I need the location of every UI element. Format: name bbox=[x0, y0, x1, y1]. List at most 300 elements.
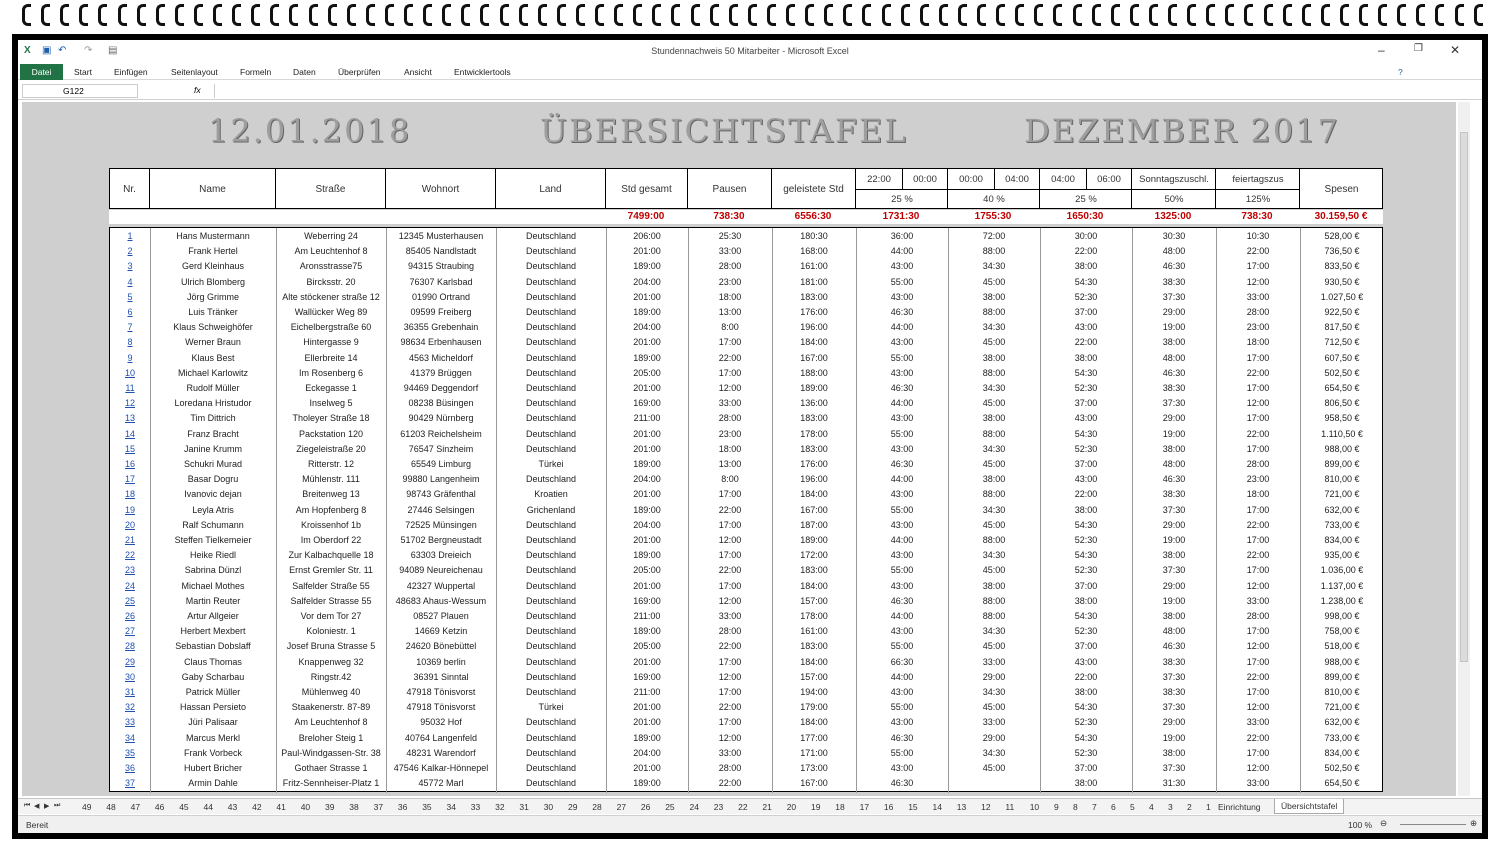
row-zone3: 37:00 bbox=[1074, 307, 1098, 317]
row-zone3: 22:00 bbox=[1074, 489, 1098, 500]
row-wohnort: 98743 Gräfenthal bbox=[406, 489, 476, 500]
row-spesen: 817,50 € bbox=[1324, 322, 1360, 333]
row-nr[interactable]: 26 bbox=[124, 611, 135, 621]
row-feiertag: 12:00 bbox=[1246, 763, 1270, 773]
row-nr[interactable]: 10 bbox=[124, 367, 135, 378]
row-zone3: 54:30 bbox=[1074, 550, 1098, 561]
row-nr[interactable]: 21 bbox=[124, 535, 135, 545]
spiral-ring bbox=[767, 4, 776, 26]
row-nr[interactable]: 15 bbox=[124, 443, 135, 454]
sheet-nav-icon[interactable]: ⏭ bbox=[54, 802, 61, 809]
row-nr[interactable]: 29 bbox=[124, 656, 135, 667]
vertical-scrollbar[interactable] bbox=[1458, 102, 1470, 796]
spiral-ring bbox=[1435, 4, 1444, 26]
sheet-nav-icon[interactable]: ▶ bbox=[44, 803, 50, 810]
zoom-slider[interactable] bbox=[1400, 824, 1466, 825]
row-strasse: Eichelbergstraße 60 bbox=[290, 322, 372, 333]
row-spesen: 518,00 € bbox=[1324, 641, 1360, 652]
row-land: Deutschland bbox=[525, 580, 577, 591]
tab-ueberpruefen[interactable]: Überprüfen bbox=[338, 67, 381, 77]
row-zone2: 45:00 bbox=[982, 702, 1006, 713]
header-z1-pct: 25 % bbox=[891, 194, 913, 205]
row-strasse: Vor dem Tor 27 bbox=[300, 611, 362, 621]
row-std-gesamt: 206:00 bbox=[633, 231, 661, 241]
row-nr[interactable]: 35 bbox=[124, 747, 135, 758]
spiral-ring bbox=[939, 4, 948, 26]
spiral-ring bbox=[633, 4, 642, 26]
row-zone2: 34:30 bbox=[982, 747, 1006, 758]
zoom-out-icon[interactable]: ⊖ bbox=[1380, 818, 1388, 828]
total-pausen: 738:30 bbox=[713, 211, 745, 222]
table-row bbox=[110, 655, 1382, 670]
sheet-tab[interactable]: 3 bbox=[1168, 802, 1173, 812]
spiral-ring bbox=[41, 4, 50, 26]
row-feiertag: 22:00 bbox=[1246, 519, 1270, 530]
sheet-tab[interactable]: 23 bbox=[713, 802, 724, 812]
row-pausen: 25:30 bbox=[718, 231, 742, 241]
sheet-tab[interactable]: 10 bbox=[1029, 802, 1040, 812]
row-std-gesamt: 201:00 bbox=[633, 246, 661, 257]
row-zone3: 30:00 bbox=[1074, 231, 1098, 241]
table-row bbox=[110, 715, 1382, 730]
row-spesen: 1.238,00 € bbox=[1320, 595, 1364, 606]
row-land: Deutschland bbox=[525, 261, 577, 272]
row-feiertag: 22:00 bbox=[1246, 671, 1270, 682]
row-strasse: Salfelder Strasse 55 bbox=[290, 595, 372, 606]
spiral-ring bbox=[691, 4, 700, 26]
row-sonntag: 19:00 bbox=[1162, 428, 1186, 439]
sheet-tab[interactable]: 38 bbox=[349, 802, 359, 812]
row-strasse: Breloher Steig 1 bbox=[298, 732, 364, 743]
row-wohnort: 47546 Kalkar-Hönnepel bbox=[393, 763, 489, 773]
row-nr[interactable]: 30 bbox=[124, 671, 135, 682]
row-zone1: 43:00 bbox=[890, 717, 914, 728]
row-pausen: 28:00 bbox=[718, 413, 742, 424]
row-nr[interactable]: 9 bbox=[127, 352, 133, 363]
sheet-tab[interactable]: 28 bbox=[592, 802, 602, 812]
row-spesen: 1.036,00 € bbox=[1320, 565, 1364, 576]
row-geleistet: 194:00 bbox=[800, 687, 828, 697]
row-pausen: 13:00 bbox=[718, 459, 742, 469]
row-feiertag: 17:00 bbox=[1246, 261, 1270, 272]
row-nr[interactable]: 22 bbox=[124, 550, 135, 561]
row-strasse: Wallücker Weg 89 bbox=[294, 307, 368, 317]
row-zone1: 36:00 bbox=[890, 231, 914, 241]
sheet-tab[interactable]: 47 bbox=[130, 802, 141, 812]
row-sonntag: 48:00 bbox=[1162, 459, 1186, 469]
tab-start[interactable]: Start bbox=[74, 67, 92, 77]
header-std-gesamt: Std gesamt bbox=[606, 169, 688, 209]
sheet-tab[interactable]: 25 bbox=[665, 802, 675, 812]
row-strasse: Paul-Windgassen-Str. 38 bbox=[281, 747, 381, 758]
row-nr[interactable]: 7 bbox=[127, 322, 133, 333]
row-spesen: 758,00 € bbox=[1324, 626, 1360, 637]
row-zone1: 44:00 bbox=[890, 322, 914, 333]
spiral-ring bbox=[1225, 4, 1234, 26]
sheet-tab[interactable]: 46 bbox=[154, 802, 165, 812]
row-strasse: Tholeyer Straße 18 bbox=[292, 413, 370, 424]
total-std-gesamt: 7499:00 bbox=[627, 211, 665, 222]
header-sonntag-pct: 50% bbox=[1164, 194, 1184, 205]
row-land: Deutschland bbox=[525, 535, 577, 545]
row-land: Deutschland bbox=[525, 367, 577, 378]
row-geleistet: 183:00 bbox=[800, 641, 828, 652]
sheet-tab[interactable]: 26 bbox=[640, 802, 651, 812]
zoom-level[interactable]: 100 % bbox=[1348, 820, 1373, 830]
row-spesen: 1.137,00 € bbox=[1320, 580, 1364, 591]
row-zone1: 55:00 bbox=[890, 428, 914, 439]
status-ready: Bereit bbox=[26, 820, 49, 830]
row-nr[interactable]: 11 bbox=[125, 383, 135, 393]
row-geleistet: 196:00 bbox=[800, 474, 828, 485]
row-zone1: 46:30 bbox=[890, 732, 914, 743]
spiral-ring bbox=[786, 4, 795, 26]
tab-entwicklertools[interactable]: Entwicklertools bbox=[454, 67, 511, 77]
sheet-tab[interactable]: 27 bbox=[616, 802, 627, 812]
row-feiertag: 18:00 bbox=[1246, 337, 1270, 348]
spiral-ring bbox=[824, 4, 833, 26]
row-name: Hans Mustermann bbox=[176, 231, 250, 241]
minimize-icon[interactable]: – bbox=[1378, 43, 1385, 57]
spiral-ring bbox=[1302, 4, 1311, 26]
row-zone1: 43:00 bbox=[890, 519, 914, 530]
row-geleistet: 184:00 bbox=[800, 656, 828, 667]
row-name: Artur Allgeier bbox=[187, 611, 239, 621]
spiral-ring bbox=[347, 4, 356, 26]
tab-daten[interactable]: Daten bbox=[293, 67, 316, 77]
sheet-tab[interactable]: 8 bbox=[1073, 802, 1078, 812]
row-nr[interactable]: 36 bbox=[124, 763, 135, 773]
row-spesen: 958,50 € bbox=[1324, 413, 1360, 424]
sheet-tab[interactable]: 32 bbox=[495, 802, 505, 812]
sheet-tab[interactable]: 36 bbox=[397, 802, 408, 812]
table-row bbox=[110, 518, 1382, 533]
sheet-tab[interactable]: 37 bbox=[373, 802, 384, 812]
row-wohnort: 36355 Grebenhain bbox=[403, 322, 479, 333]
row-sonntag: 38:30 bbox=[1162, 383, 1186, 393]
print-preview-icon[interactable]: ▤ bbox=[108, 45, 118, 56]
row-nr[interactable]: 25 bbox=[124, 595, 135, 606]
sheet-tab[interactable]: 6 bbox=[1111, 802, 1116, 812]
sheet-tab[interactable]: 22 bbox=[738, 802, 748, 812]
tab-datei[interactable]: Datei bbox=[20, 64, 63, 80]
table-row bbox=[110, 366, 1382, 381]
row-spesen: 712,50 € bbox=[1324, 337, 1360, 348]
row-zone3: 38:00 bbox=[1074, 504, 1098, 515]
row-nr[interactable]: 37 bbox=[124, 778, 135, 789]
row-zone1: 43:00 bbox=[890, 489, 914, 500]
row-feiertag: 17:00 bbox=[1246, 687, 1270, 697]
row-spesen: 998,00 € bbox=[1324, 611, 1360, 621]
spiral-ring bbox=[1455, 4, 1464, 26]
sheet-tab[interactable]: 9 bbox=[1054, 802, 1059, 812]
table-row bbox=[110, 503, 1382, 518]
row-nr[interactable]: 4 bbox=[127, 276, 133, 287]
row-std-gesamt: 201:00 bbox=[633, 443, 661, 454]
sheet-tab[interactable]: 44 bbox=[203, 802, 213, 812]
row-sonntag: 46:30 bbox=[1162, 641, 1186, 652]
row-strasse: Josef Bruna Strasse 5 bbox=[286, 641, 376, 652]
row-feiertag: 17:00 bbox=[1246, 656, 1270, 667]
row-nr[interactable]: 31 bbox=[124, 687, 135, 697]
row-strasse: Aronsstrasse75 bbox=[299, 261, 363, 272]
row-std-gesamt: 211:00 bbox=[633, 413, 661, 424]
sheet-tab[interactable]: 34 bbox=[446, 802, 456, 812]
row-nr[interactable]: 13 bbox=[124, 413, 135, 424]
row-nr[interactable]: 19 bbox=[124, 504, 135, 515]
row-sonntag: 37:30 bbox=[1162, 565, 1186, 576]
row-feiertag: 22:00 bbox=[1246, 246, 1270, 257]
row-zone2: 88:00 bbox=[982, 535, 1006, 545]
row-land: Grichenland bbox=[526, 504, 576, 515]
row-std-gesamt: 201:00 bbox=[633, 580, 661, 591]
employee-table bbox=[109, 227, 1383, 792]
row-zone1: 43:00 bbox=[890, 550, 914, 561]
row-land: Deutschland bbox=[525, 671, 577, 682]
sheet-tab[interactable]: 4 bbox=[1149, 802, 1154, 812]
redo-icon[interactable]: ↷ bbox=[84, 45, 93, 56]
row-std-gesamt: 201:00 bbox=[633, 291, 661, 302]
save-icon[interactable]: ▣ bbox=[42, 45, 52, 56]
row-nr[interactable]: 33 bbox=[124, 717, 135, 728]
row-name: Rudolf Müller bbox=[186, 383, 240, 393]
row-sonntag: 19:00 bbox=[1162, 732, 1186, 743]
sheet-tab[interactable]: 41 bbox=[276, 802, 286, 812]
sheet-tab[interactable]: 42 bbox=[252, 802, 262, 812]
row-zone3: 37:00 bbox=[1074, 641, 1098, 652]
tab-seitenlayout[interactable]: Seitenlayout bbox=[171, 67, 218, 77]
row-geleistet: 176:00 bbox=[800, 459, 828, 469]
spiral-ring bbox=[538, 4, 547, 26]
row-nr[interactable]: 18 bbox=[124, 489, 135, 500]
row-nr[interactable]: 24 bbox=[124, 580, 135, 591]
spiral-ring bbox=[232, 4, 241, 26]
restore-icon[interactable]: ❐ bbox=[1414, 43, 1423, 54]
row-zone1: 43:00 bbox=[890, 291, 914, 302]
row-nr[interactable]: 2 bbox=[127, 246, 133, 257]
row-zone2: 45:00 bbox=[982, 459, 1006, 469]
spiral-ring bbox=[270, 4, 279, 26]
row-wohnort: 12345 Musterhausen bbox=[398, 231, 484, 241]
sheet-tab[interactable]: 24 bbox=[689, 802, 699, 812]
row-wohnort: 24620 Bönebüttel bbox=[405, 641, 477, 652]
row-zone2: 88:00 bbox=[982, 428, 1006, 439]
table-row bbox=[110, 563, 1382, 578]
row-zone3: 43:00 bbox=[1074, 656, 1098, 667]
help-icon[interactable]: ? bbox=[1398, 67, 1403, 77]
total-zone2: 1755:30 bbox=[974, 211, 1012, 222]
sheet-tab[interactable]: 18 bbox=[835, 802, 845, 812]
row-nr[interactable]: 6 bbox=[127, 307, 133, 317]
table-row bbox=[110, 548, 1382, 563]
row-zone1: 55:00 bbox=[890, 352, 914, 363]
row-nr[interactable]: 23 bbox=[124, 565, 135, 576]
table-row bbox=[110, 427, 1382, 442]
close-icon[interactable]: ✕ bbox=[1450, 43, 1461, 57]
row-pausen: 12:00 bbox=[718, 732, 742, 743]
formula-input[interactable] bbox=[214, 84, 1464, 98]
row-nr[interactable]: 32 bbox=[124, 702, 135, 713]
row-strasse: Im Rosenberg 6 bbox=[298, 367, 364, 378]
row-zone2: 45:00 bbox=[982, 641, 1006, 652]
row-std-gesamt: 189:00 bbox=[633, 550, 661, 561]
sheet-tab[interactable]: 13 bbox=[956, 802, 967, 812]
sheet-tab[interactable]: 1 bbox=[1206, 802, 1211, 812]
window-title: Stundennachweis 50 Mitarbeiter - Microsoft Excel bbox=[651, 46, 849, 56]
undo-icon[interactable]: ↶ bbox=[58, 45, 67, 56]
row-nr[interactable]: 3 bbox=[127, 261, 133, 272]
row-spesen: 502,50 € bbox=[1324, 367, 1360, 378]
sheet-tab[interactable]: 5 bbox=[1130, 802, 1135, 812]
table-row bbox=[110, 335, 1382, 350]
table-row bbox=[110, 746, 1382, 761]
row-pausen: 22:00 bbox=[718, 702, 742, 713]
sheet-tab[interactable]: 49 bbox=[82, 802, 92, 812]
row-nr[interactable]: 27 bbox=[124, 626, 135, 637]
header-z1-to: 00:00 bbox=[913, 174, 937, 185]
sheet-tab[interactable]: 14 bbox=[932, 802, 942, 812]
row-zone1: 44:00 bbox=[890, 671, 914, 682]
row-pausen: 12:00 bbox=[718, 595, 742, 606]
table-row bbox=[110, 244, 1382, 259]
row-geleistet: 177:00 bbox=[800, 732, 828, 743]
sheet-tab[interactable]: 11 bbox=[1005, 802, 1015, 812]
row-land: Deutschland bbox=[525, 443, 577, 454]
header-feiertag-pct: 125% bbox=[1245, 194, 1271, 205]
spiral-ring bbox=[1244, 4, 1253, 26]
name-box[interactable]: G122 bbox=[22, 84, 138, 98]
sheet-tab[interactable]: 20 bbox=[786, 802, 797, 812]
fx-icon[interactable]: fx bbox=[194, 85, 201, 95]
zoom-in-icon[interactable]: ⊕ bbox=[1470, 818, 1478, 828]
row-feiertag: 17:00 bbox=[1246, 535, 1270, 545]
row-pausen: 17:00 bbox=[718, 550, 742, 561]
sheet-tab[interactable]: 7 bbox=[1092, 802, 1097, 812]
spiral-ring bbox=[423, 4, 432, 26]
row-name: Luis Tränker bbox=[188, 307, 238, 317]
row-nr[interactable]: 14 bbox=[124, 428, 135, 439]
row-name: Marcus Merkl bbox=[185, 732, 240, 743]
sheet-tab[interactable]: 43 bbox=[227, 802, 238, 812]
sheet-tab[interactable]: 30 bbox=[543, 802, 554, 812]
row-nr[interactable]: 16 bbox=[124, 459, 135, 469]
scrollbar-thumb[interactable] bbox=[1460, 132, 1468, 662]
row-std-gesamt: 201:00 bbox=[633, 337, 661, 348]
row-name: Hubert Bricher bbox=[183, 763, 243, 773]
row-nr[interactable]: 1 bbox=[127, 231, 133, 241]
row-nr[interactable]: 20 bbox=[124, 519, 135, 530]
spiral-ring bbox=[309, 4, 318, 26]
spiral-ring bbox=[920, 4, 929, 26]
row-std-gesamt: 211:00 bbox=[633, 687, 661, 697]
row-pausen: 28:00 bbox=[718, 763, 742, 773]
table-row bbox=[110, 670, 1382, 685]
row-zone2: 34:30 bbox=[982, 626, 1006, 637]
row-spesen: 930,50 € bbox=[1324, 276, 1360, 287]
tab-ansicht[interactable]: Ansicht bbox=[404, 67, 432, 77]
sheet-tab[interactable]: 45 bbox=[179, 802, 189, 812]
table-row bbox=[110, 320, 1382, 335]
row-land: Türkei bbox=[538, 702, 564, 713]
row-strasse: Hintergasse 9 bbox=[303, 337, 359, 348]
spiral-ring bbox=[1015, 4, 1024, 26]
spiral-ring bbox=[805, 4, 814, 26]
row-std-gesamt: 205:00 bbox=[633, 367, 661, 378]
row-spesen: 833,50 € bbox=[1324, 261, 1360, 272]
row-name: Hassan Persieto bbox=[179, 702, 247, 713]
row-nr[interactable]: 17 bbox=[124, 474, 135, 485]
row-geleistet: 168:00 bbox=[800, 246, 828, 257]
row-nr[interactable]: 28 bbox=[124, 641, 135, 652]
row-std-gesamt: 201:00 bbox=[633, 535, 661, 545]
sheet-tab-active[interactable]: Übersichtstafel bbox=[1274, 799, 1344, 814]
sheet-nav-icon[interactable]: ◀ bbox=[34, 803, 40, 810]
row-geleistet: 183:00 bbox=[800, 565, 828, 576]
sheet-tab[interactable]: 19 bbox=[811, 802, 821, 812]
spiral-ring bbox=[385, 4, 394, 26]
sheet-tab[interactable]: 12 bbox=[981, 802, 991, 812]
row-std-gesamt: 201:00 bbox=[633, 717, 661, 728]
header-z1-from: 22:00 bbox=[867, 174, 891, 185]
sheet-tab[interactable]: 17 bbox=[859, 802, 870, 812]
spiral-ring bbox=[882, 4, 891, 26]
sheet-tab-einrichtung[interactable]: Einrichtung bbox=[1218, 802, 1261, 812]
row-zone1: 55:00 bbox=[890, 641, 914, 652]
row-land: Deutschland bbox=[525, 595, 577, 606]
spiral-ring bbox=[958, 4, 967, 26]
tab-einfuegen[interactable]: Einfügen bbox=[114, 67, 148, 77]
row-nr[interactable]: 5 bbox=[127, 291, 133, 302]
sheet-tab[interactable]: 33 bbox=[470, 802, 481, 812]
sheet-tab[interactable]: 48 bbox=[106, 802, 116, 812]
row-spesen: 810,00 € bbox=[1324, 687, 1360, 697]
sheet-tab[interactable]: 16 bbox=[883, 802, 894, 812]
sheet-tab[interactable]: 2 bbox=[1187, 802, 1192, 812]
row-zone3: 52:30 bbox=[1074, 383, 1098, 393]
spiral-ring bbox=[557, 4, 566, 26]
row-geleistet: 157:00 bbox=[800, 595, 828, 606]
sheet-tab[interactable]: 35 bbox=[422, 802, 432, 812]
sheet-tab[interactable]: 39 bbox=[325, 802, 335, 812]
row-nr[interactable]: 12 bbox=[124, 398, 135, 409]
row-pausen: 33:00 bbox=[718, 398, 742, 409]
sheet-nav-icon[interactable]: ⏮ bbox=[24, 802, 31, 809]
row-land: Deutschland bbox=[525, 778, 577, 789]
sheet-tab[interactable]: 29 bbox=[568, 802, 578, 812]
table-row bbox=[110, 609, 1382, 624]
row-nr[interactable]: 8 bbox=[127, 337, 133, 348]
worksheet-area[interactable] bbox=[22, 102, 1456, 796]
row-sonntag: 38:30 bbox=[1162, 276, 1186, 287]
row-sonntag: 19:00 bbox=[1162, 595, 1186, 606]
sheet-tab[interactable]: 21 bbox=[762, 802, 772, 812]
row-strasse: Am Leuchtenhof 8 bbox=[294, 246, 368, 257]
row-sonntag: 38:00 bbox=[1162, 550, 1186, 561]
row-nr[interactable]: 34 bbox=[124, 732, 135, 743]
row-std-gesamt: 201:00 bbox=[633, 489, 661, 500]
sheet-tab[interactable]: 31 bbox=[519, 802, 529, 812]
row-feiertag: 33:00 bbox=[1246, 717, 1270, 728]
row-strasse: Knappenweg 32 bbox=[298, 656, 364, 667]
sheet-tab[interactable]: 15 bbox=[908, 802, 918, 812]
sheet-tab[interactable]: 40 bbox=[300, 802, 311, 812]
row-zone3: 54:30 bbox=[1074, 702, 1098, 713]
row-geleistet: 167:00 bbox=[800, 504, 828, 515]
tab-formeln[interactable]: Formeln bbox=[240, 67, 272, 77]
row-feiertag: 18:00 bbox=[1246, 489, 1270, 500]
row-feiertag: 23:00 bbox=[1246, 322, 1270, 333]
spiral-ring bbox=[843, 4, 852, 26]
